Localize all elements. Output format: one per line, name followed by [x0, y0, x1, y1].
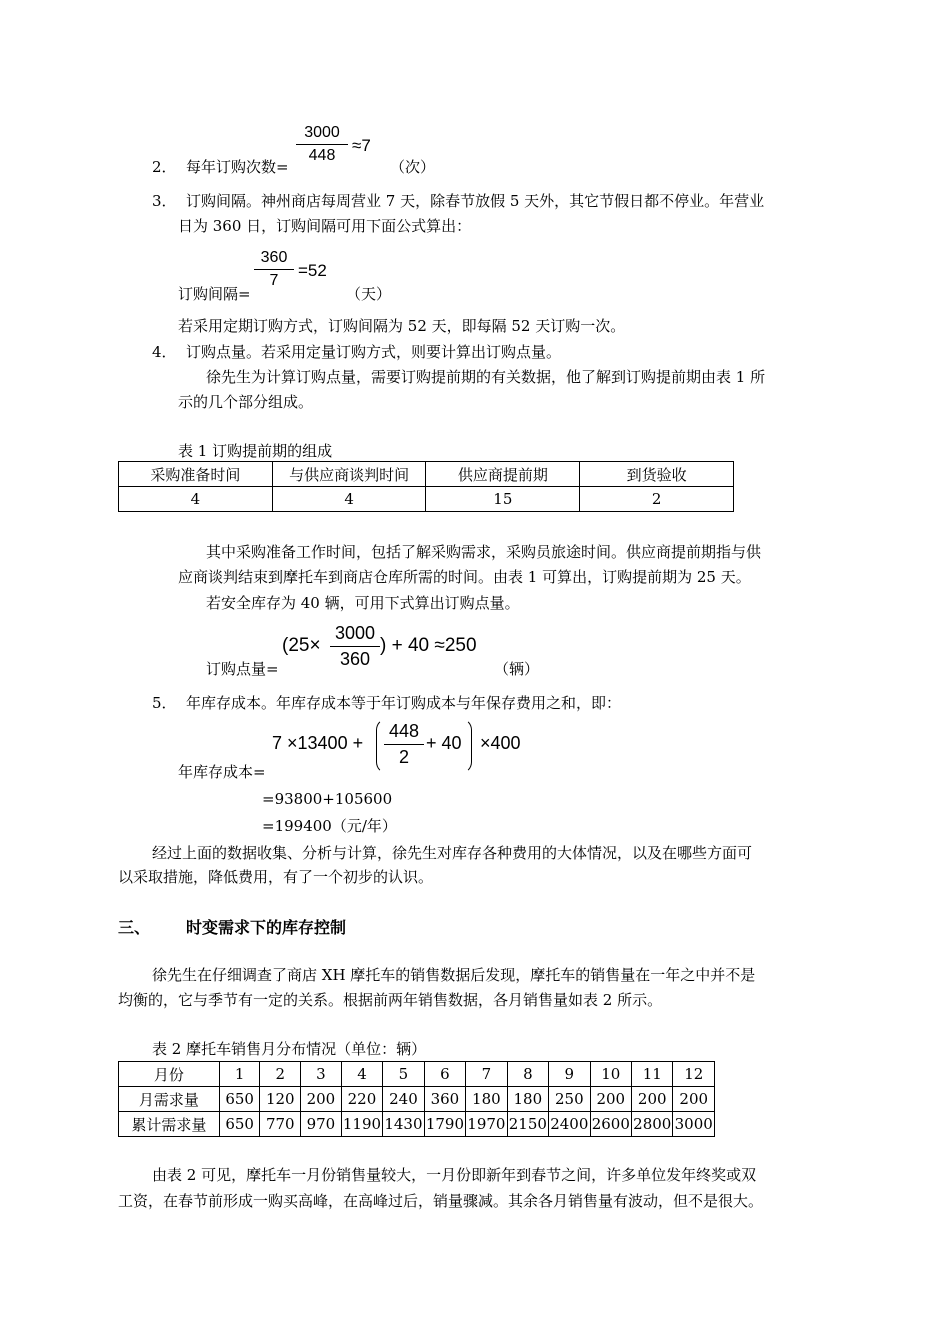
table1-header: 供应商提前期: [426, 462, 580, 487]
cost-frac-den: 2: [398, 747, 409, 767]
reorder-fraction: [330, 623, 380, 670]
item2-number: 2．: [152, 158, 177, 176]
table2-cell: 360: [424, 1087, 465, 1112]
item3-note: 若采用定期订购方式，订购间隔为 52 天，即每隔 52 天订购一次。: [178, 317, 626, 335]
table2-cell: 770: [260, 1112, 301, 1137]
table2-cell: 650: [219, 1087, 260, 1112]
cost-result1: =93800+105600: [262, 790, 393, 808]
item4-number: 4．: [152, 343, 177, 361]
item2-fraction: [296, 124, 348, 165]
table1-cell: 15: [426, 487, 580, 512]
table2-cell: 12: [673, 1062, 715, 1087]
table2-row-label: 累计需求量: [119, 1112, 220, 1137]
table2-cell: 11: [632, 1062, 673, 1087]
table1-caption: 表 1 订购提前期的组成: [178, 442, 333, 460]
table2-row-label: 月需求量: [119, 1087, 220, 1112]
item3-unit: （天）: [346, 285, 392, 303]
table2-cell: 650: [219, 1112, 260, 1137]
item3-line2: 日为 360 日，订购间隔可用下面公式算出：: [178, 217, 472, 235]
cost-fraction: [384, 721, 424, 768]
table2-cell: 1790: [424, 1112, 465, 1137]
item4-para-line2: 示的几个部分组成。: [178, 393, 314, 411]
table2-row-label: 月份: [119, 1062, 220, 1087]
closing-line1: 由表 2 可见，摩托车一月份销售量较大，一月份即新年到春节之间，许多单位发年终奖或双: [152, 1166, 757, 1184]
table1-header: 与供应商谈判时间: [272, 462, 426, 487]
table1-cell: 4: [272, 487, 426, 512]
summary-line1: 经过上面的数据收集、分析与计算，徐先生对库存各种费用的大体情况，以及在哪些方面可: [152, 844, 753, 862]
reorder-unit: （辆）: [494, 660, 540, 678]
table2-cell: 8: [507, 1062, 548, 1087]
table2: [118, 1061, 715, 1137]
after-t1-line2: 应商谈判结束到摩托车到商店仓库所需的时间。由表 1 可算出，订购提前期为 25 天。: [178, 568, 751, 586]
table2-cell: 200: [301, 1087, 342, 1112]
table2-cell: 1: [219, 1062, 260, 1087]
table2-cell: 2400: [549, 1112, 590, 1137]
section3-para-line2: 均衡的，它与季节有一定的关系。根据前两年销售数据，各月销售量如表 2 所示。: [118, 991, 663, 1009]
table2-caption: 表 2 摩托车销售月分布情况（单位：辆）: [152, 1040, 427, 1058]
item2-unit: （次）: [390, 158, 436, 176]
item3-result: =52: [298, 261, 327, 280]
table2-cell: 2600: [590, 1112, 631, 1137]
item3-frac-den: 7: [269, 272, 279, 289]
table1-header: 采购准备时间: [119, 462, 273, 487]
table1: [118, 461, 734, 512]
after-t1-line1: 其中采购准备工作时间，包括了解采购需求，采购员旅途时间。供应商提前期指与供: [206, 543, 762, 561]
table2-month-row: [119, 1062, 715, 1087]
table2-cell: 220: [341, 1087, 382, 1112]
table1-cell: 4: [119, 487, 273, 512]
table2-cell: 180: [466, 1087, 507, 1112]
table2-cumulative-row: [119, 1112, 715, 1137]
reorder-frac-den: 360: [339, 649, 371, 669]
table2-cell: 970: [301, 1112, 342, 1137]
table2-cell: 120: [260, 1087, 301, 1112]
cost-frac-num: 448: [388, 721, 420, 741]
table2-cell: 3: [301, 1062, 342, 1087]
table2-cell: 2: [260, 1062, 301, 1087]
table2-cell: 1190: [341, 1112, 382, 1137]
table2-demand-row: [119, 1087, 715, 1112]
item5-line1: 年库存成本。年库存成本等于年订购成本与年保存费用之和，即：: [186, 694, 622, 712]
table2-cell: 9: [549, 1062, 590, 1087]
table2-cell: 3000: [673, 1112, 715, 1137]
reorder-frac-num: 3000: [334, 623, 376, 643]
table1-header: 到货验收: [580, 462, 734, 487]
table2-cell: 5: [383, 1062, 424, 1087]
table2-cell: 2150: [507, 1112, 548, 1137]
table1-cell: 2: [580, 487, 734, 512]
item4-para-line1: 徐先生为计算订购点量，需要订购提前期的有关数据，他了解到订购提前期由表 1 所: [206, 368, 766, 386]
table2-cell: 6: [424, 1062, 465, 1087]
table2-cell: 200: [673, 1087, 715, 1112]
table2-cell: 7: [466, 1062, 507, 1087]
section3-title-text: 时变需求下的库存控制: [186, 918, 347, 937]
table2-cell: 180: [507, 1087, 548, 1112]
reorder-formula-right: ) + 40 ≈250: [380, 635, 477, 656]
item2-frac-num: 3000: [304, 124, 340, 141]
item3-number: 3．: [152, 192, 177, 210]
table1-value-row: [119, 487, 734, 512]
item2-approx: ≈7: [352, 136, 371, 155]
table2-cell: 250: [549, 1087, 590, 1112]
closing-line2: 工资，在春节前形成一购买高峰，在高峰过后，销量骤减。其余各月销售量有波动，但不是很大。: [118, 1192, 764, 1210]
item3-frac-num: 360: [260, 249, 288, 266]
cost-formula-left: 7 ×13400 +: [272, 733, 364, 753]
table1-header-row: [119, 462, 734, 487]
table2-cell: 200: [590, 1087, 631, 1112]
table2-cell: 10: [590, 1062, 631, 1087]
cost-formula-plus: + 40: [426, 733, 462, 753]
cost-formula-right: ×400: [480, 733, 521, 753]
item3-fraction: [254, 249, 294, 290]
table2-cell: 1430: [383, 1112, 424, 1137]
table2-cell: 4: [341, 1062, 382, 1087]
section3-title: [186, 915, 346, 938]
cost-label: 年库存成本=: [178, 763, 266, 781]
item3-line1: 订购间隔。神州商店每周营业 7 天，除春节放假 5 天外，其它节假日都不停业。年营业: [186, 192, 765, 210]
item4-line1: 订购点量。若采用定量订购方式，则要计算出订购点量。: [186, 343, 562, 361]
summary-line2: 以采取措施，降低费用，有了一个初步的认识。: [118, 868, 434, 886]
table2-cell: 200: [632, 1087, 673, 1112]
section3-number-text: 三、: [118, 918, 151, 937]
section3-number: [118, 915, 150, 938]
item3-label: 订购间隔=: [178, 285, 251, 303]
item5-number: 5．: [152, 694, 177, 712]
after-t1-line3: 若安全库存为 40 辆，可用下式算出订购点量。: [206, 594, 520, 612]
section3-para-line1: 徐先生在仔细调查了商店 XH 摩托车的销售数据后发现，摩托车的销售量在一年之中并不是: [152, 966, 756, 984]
item2-label: 每年订购次数=: [186, 158, 289, 176]
table2-cell: 1970: [466, 1112, 507, 1137]
cost-result2: =199400（元/年）: [262, 817, 397, 835]
reorder-label: 订购点量=: [206, 660, 279, 678]
table2-cell: 2800: [632, 1112, 673, 1137]
reorder-formula-left: (25×: [282, 635, 321, 656]
item2-frac-den: 448: [308, 147, 336, 164]
table2-cell: 240: [383, 1087, 424, 1112]
